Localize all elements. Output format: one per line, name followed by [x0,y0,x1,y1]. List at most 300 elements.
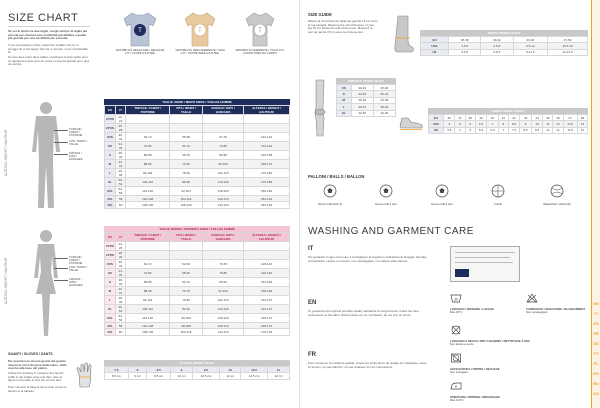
men-table-row [105,160,290,169]
socks-cell: USA [421,43,449,49]
women-value-cell [203,242,244,251]
women-col-eu: EU [105,233,116,242]
women-value-cell: 42-44 [115,287,126,296]
socks-cell: 12.5-15 [548,43,588,49]
care-text-it: Per garantire il capo nel tempo ti consigliamo di seguire le indicazioni di lavaggio riportate sull'etichetta. Lavare a rovescio, non candeggiare, non stirare sulle stampe. [308,255,427,263]
regular-fit-shirt-icon [120,10,160,48]
shoes-cell: 36 [443,115,454,121]
gloves-cm-row [105,373,290,379]
dry-clean-title: LAVAGGIO A SECCO / DRY CLEANING / NETTOYAGE À SEC [450,339,531,343]
men-value-cell: 126-134 [203,196,244,202]
men-size-cell: M [105,160,116,169]
women-value-cell: 110-118 [203,305,244,314]
women-value-cell: 164-172 [244,305,290,314]
shoes-cell: 3.5 [443,127,454,133]
men-col-chest: TORACE / CHEST / POITRINE [126,106,170,115]
intro-en: If you are between sizes, select the smaller size for a snugger fit or the larger size for a roomier, more comfortable fit. [8,43,88,55]
women-size-cell: XS [105,269,116,278]
women-value-cell: 60 [115,329,126,335]
women-value-cell: 82-92 [169,305,202,314]
size-chart-title: SIZE CHART [8,12,79,24]
kneepad-cell: XL [337,110,352,116]
women-value-cell [126,242,170,251]
socks-cell: 9.5-12 [513,43,548,49]
ball-label-2: Soccer ball 4 size [375,202,397,206]
women-col-it: IT [115,233,126,242]
women-size-cell: 3XL [105,323,116,329]
women-size-cell: M [105,287,116,296]
men-value-cell: 83-95 [203,151,244,160]
fit-slim-label: VESTIBILITÀ SEMI-ADERENTE / SLIM FIT / COUPE SEMI-AJUSTÉE [175,48,225,55]
women-size-cell: 2YRS [105,242,116,251]
men-value-cell: 184-194 [244,202,290,208]
fit-slim [174,10,226,55]
men-value-cell: 67-70 [203,133,244,142]
svg-text:T: T [258,28,262,35]
men-value-cell: 88-96 [126,160,170,169]
socks-cell: 47-50 [548,37,588,43]
women-value-cell: 102-110 [203,296,244,305]
women-value-cell: 128-140 [244,260,290,269]
shoes-cell: 7.5 [508,127,519,133]
men-table-header [105,106,290,115]
women-value-cell [126,251,170,260]
lang-tab-de[interactable]: DE [593,342,599,346]
women-value-cell: 106-116 [169,329,202,335]
shoes-cell: USA [429,121,444,127]
men-hips-label: FIANCHI / HIPS / HANCHES [69,151,83,161]
women-value-cell [169,251,202,260]
women-value-cell: 24-26 [115,242,126,251]
ball-item-2 [364,184,408,206]
men-value-cell: 134-142 [203,202,244,208]
men-table-row [105,187,290,196]
socks-cell: 43-46 [513,37,548,43]
svg-text:T: T [138,28,142,35]
men-value-cell: 104-112 [126,178,170,187]
men-table-row [105,178,290,187]
women-table-row [105,296,290,305]
women-table-row [105,287,290,296]
women-table-body [105,242,290,336]
shoes-cell: 6.5 [487,127,498,133]
tight-fit-shirt-icon [240,10,280,48]
women-value-cell: 94-102 [203,287,244,296]
sock-icon [392,14,416,54]
women-value-cell: 88-96 [126,287,170,296]
hand-icon [74,362,96,388]
lang-tab-es[interactable]: ES [593,322,599,326]
women-col-waist: VITA / WAIST / TAILLE [169,233,202,242]
shoes-cell: 4 [443,121,454,127]
men-value-cell: 182-192 [244,196,290,202]
men-col-hips: FIANCHI / HIPS / HANCHES [203,106,244,115]
shoes-cell: 11.5 [563,127,577,133]
kneepad-cell: 36-39 [351,97,373,103]
women-value-cell: 30-32 [115,260,126,269]
shoes-cell: 6.5 [475,121,486,127]
men-table-row [105,133,290,142]
men-value-cell: 34-36 [115,142,126,151]
men-col-eu: EU [105,106,116,115]
men-value-cell: 108-120 [169,202,202,208]
socks-cell: 6.5-9 [481,43,513,49]
iron-icon [450,381,462,391]
women-value-cell: 128-136 [126,329,170,335]
ball-label-3: Soccer ball 3 size [431,202,453,206]
men-value-cell: 62-72 [169,142,202,151]
gloves-text-fr: Pour mesurer la largeur de la main suivez le dessin et la tableau. [8,385,67,393]
socks-cell: 35-38 [449,37,481,43]
women-table-row [105,329,290,335]
men-size-cell: 2YRS [105,124,116,133]
shoes-cell: 46 [553,115,563,121]
shoes-cell: 37 [455,115,465,121]
men-value-cell: 134-146 [244,142,290,151]
shoes-cell: 13 [577,121,587,127]
kneepad-cell: 38-42 [373,104,395,110]
women-size-table [104,232,290,336]
shoes-table-body [429,115,588,134]
fit-shirts [112,10,292,76]
care-text-fr: Pour conserver la meilleure qualité, suivez les instructions de lavage sur l'étiquette. Laver à l'envers, ne pas blanchir, ne pas repasser sur les impressions. [308,361,427,369]
men-table-row [105,169,290,178]
women-value-cell: 72-80 [126,269,170,278]
glove-size-cell: 8 [128,367,147,373]
glove-cm-cell: 8.5 cm [105,373,129,379]
women-size-cell: L [105,296,116,305]
men-waist-label: VITA / WAIST / TAILLE [69,139,88,146]
no-tumble-dry-icon [450,353,462,363]
lang-tab-fr[interactable]: FR [593,332,599,336]
men-size-cell: XL [105,178,116,187]
man-silhouette-icon [26,100,66,210]
lang-tab-pl[interactable]: PL [593,362,599,366]
shoes-cell: 43 [520,115,531,121]
shoes-cell: EU [429,115,444,121]
socks-table-row [421,49,588,55]
dry-clean-sub: Non lavare a secco [450,342,474,346]
glove-cm-cell: 9.5 cm [147,373,171,379]
gloves-text-en: Follow the drawing to measure the hand's width in the widest area and then refer to figure in the table to find the correct size. [8,371,64,383]
lang-tab-en[interactable]: EN [593,302,599,306]
svg-text:30: 30 [454,297,458,302]
shoes-cell: 5 [455,121,465,127]
soccer-ball-icon [323,184,337,198]
glove-size-cell: 11 [267,367,289,373]
men-value-cell: 146-158 [244,151,290,160]
men-value-cell: 158-170 [244,160,290,169]
socks-cell: 12-14.5 [548,49,588,55]
women-value-cell: 78-86 [203,269,244,278]
men-value-cell: 176-186 [244,178,290,187]
no-dry-clean-icon [450,325,462,335]
socks-cell: 3-5.5 [449,49,481,55]
men-size-cell: XXL [105,187,116,196]
shoes-cell: 6 [465,121,475,127]
glove-size-cell: 10 [219,367,241,373]
women-table-title-text: TAGLIE DONNA / WOMEN'S SIZES / TAILLES FEMME [159,227,235,231]
men-size-cell: S [105,151,116,160]
soccer-ball-4-icon [379,184,393,198]
care-symbol-wash [450,290,520,314]
wash-tub-icon [450,293,462,303]
shoes-cell: 11 [553,127,563,133]
balls-title: PALLONI / BALLS / BALLON [308,174,365,179]
socks-table [420,36,588,56]
women-size-cell: XXS [105,260,116,269]
glove-cm-cell: 11 cm [219,373,241,379]
gloves-table-title: GLOVES SIZING CHART [104,360,290,366]
kneepad-table-body [337,85,396,117]
men-value-cell: 92-104 [169,187,202,196]
women-value-cell: 76-84 [169,296,202,305]
shoes-table [428,114,588,134]
shoes-cell: 5.5 [475,127,486,133]
women-value-cell: 162-170 [244,296,290,305]
care-text-en: To guarantee the highest possible quality standards for all garments, follow the care instructions on the label. Wash inside out, do not bleach, do not iron on prints. [308,309,419,317]
lang-tab-cn[interactable]: CN [593,392,599,396]
women-value-cell: 54-56 [115,314,126,323]
shoes-cell: 8.5 [520,127,531,133]
women-value-cell: 28-30 [115,251,126,260]
women-col-chest: TORACE / CHEST / POITRINE [126,233,170,242]
ironing-title: STIRATURA / IRONING / REPASSAGE [450,395,500,399]
men-value-cell: 110-118 [203,178,244,187]
lang-tab-ro[interactable]: RO [593,372,599,376]
fit-tight-label: VESTIBILITÀ ADERENTE / TIGHT FIT / COUPE PRÈS DU CORPS [235,48,285,55]
kneepad-cell: 30-34 [373,91,395,97]
men-chest-label: TORACE / CHEST / POITRINE [69,127,83,137]
men-value-cell: 170-182 [244,169,290,178]
shoes-cell: 4 [455,127,465,133]
lang-tab-it[interactable]: IT [594,312,598,316]
shoes-cell: 48 [577,115,587,121]
men-value-cell: 54-56 [115,187,126,196]
care-symbol-bleach [526,290,592,314]
intro-fr: Si vous êtes entre deux tailles, choisissez la plus petite pour un ajustement plus près du corps ou la plus grande pour plus de confort. [8,55,90,67]
men-value-cell: 22-24 [115,115,126,124]
men-table-row [105,151,290,160]
women-value-cell [244,242,290,251]
men-value-cell: 86-96 [169,178,202,187]
leg-icon [308,78,332,138]
men-value-cell [203,124,244,133]
soccer-ball-3-icon [435,184,449,198]
shoes-cell: 10 [543,127,553,133]
women-value-cell: 120-128 [126,323,170,329]
men-table-row [105,142,290,151]
gloves-table [104,366,290,380]
ball-label-4: Futsal [494,202,502,206]
men-value-cell: 72-80 [126,142,170,151]
men-size-cell: XS [105,142,116,151]
women-value-cell: 126-134 [203,323,244,329]
women-value-cell: 134-142 [203,329,244,335]
kneepad-cell: 34-38 [373,97,395,103]
kneepad-cell: 42-46 [373,110,395,116]
women-value-cell: 170-178 [244,329,290,335]
men-value-cell: 70-83 [203,142,244,151]
care-title: WASHING AND GARMENT CARE [308,226,474,237]
women-table-row [105,260,290,269]
kneepad-cell: 30-33 [351,85,373,91]
slim-fit-shirt-icon [180,10,220,48]
men-value-cell [126,124,170,133]
glove-cm-cell: 10.5 cm [192,373,219,379]
lang-fr-heading: FR [308,352,316,358]
socks-cell: 6-8.5 [481,49,513,55]
men-value-cell: 46-48 [115,169,126,178]
women-height-label: ALTEZZA / HEIGHT / HAUTEUR [4,258,8,305]
shoes-table-title: SHOES SIZING CHART [428,108,588,114]
ironing-sub: Max 110°C [450,398,464,402]
shoe-icon [398,112,424,132]
svg-text:T: T [198,28,202,35]
glove-cm-cell: 12 cm [267,373,289,379]
men-value-cell: 112-120 [126,187,170,196]
glove-size-cell: 10.5 [241,367,267,373]
men-size-cell: 3XL [105,196,116,202]
shoes-cell: 9.5 [531,127,542,133]
right-page [300,0,600,408]
women-value-cell: 70-78 [169,287,202,296]
shoes-cell: 12 [577,127,587,133]
men-size-cell: 2YRS [105,115,116,124]
bleach-title: CANDEGGIO / BLEACHING / BLANCHIMENT [526,307,586,311]
kneepad-cell: XS [337,85,352,91]
lang-tab-ru[interactable]: RU [593,382,599,386]
glove-size-cell: 9.5 [192,367,219,373]
shoes-table-row [429,127,588,133]
women-value-cell [244,251,290,260]
women-size-cell: S [105,278,116,287]
women-value-cell: 112-120 [126,314,170,323]
men-value-cell: 58 [115,196,126,202]
ball-label-1: Soccer ball (Size 5) [317,202,343,206]
fit-tight [234,10,286,55]
kneepad-cell: 25-30 [373,85,395,91]
shoes-cell: 42 [508,115,519,121]
men-value-cell [169,124,202,133]
women-value-cell: 104-112 [126,305,170,314]
men-value-cell: 55-68 [169,133,202,142]
women-value-cell: 38-40 [115,278,126,287]
men-value-cell [169,115,202,124]
kneepad-table-row [337,110,396,116]
care-label-image [450,246,520,282]
glove-cm-cell: 11.5 cm [241,373,267,379]
women-value-cell [203,251,244,260]
kneepad-cell: 39-42 [351,104,373,110]
men-value-cell [203,115,244,124]
men-table-row [105,115,290,124]
ball-item-5 [532,184,582,206]
women-table-header [105,233,290,242]
no-bleach-icon [526,293,538,303]
shoes-cell: 10 [531,121,542,127]
men-value-cell [244,115,290,124]
men-table-title-text: TAGLIE UOMO / MEN'S SIZES / TAILLES HOMME [162,100,232,104]
men-value-cell: 60 [115,202,126,208]
drying-sub: Non asciugare [450,370,469,374]
men-value-cell: 96-104 [126,169,170,178]
men-value-cell: 118-126 [203,187,244,196]
women-value-cell: 152-160 [244,278,290,287]
kneepad-cell: M [337,97,352,103]
socks-table-title: SOCKS SIZING CHART [420,30,588,36]
men-table-row [105,202,290,208]
shoes-cell: 8 [498,121,508,127]
kneepad-cell: S [337,91,352,97]
shoes-cell: 8.5 [508,121,519,127]
men-value-cell [126,115,170,124]
men-size-cell: XXS [105,133,116,142]
men-size-cell: 4XL [105,202,116,208]
ball-item-4 [476,184,520,206]
men-table-row [105,124,290,133]
women-value-cell: 58-66 [169,269,202,278]
men-value-cell: 68-76 [169,151,202,160]
women-value-cell: 58 [115,323,126,329]
wash-sub: Max 30°C [450,310,463,314]
women-value-cell [169,242,202,251]
men-value-cell: 80-88 [126,151,170,160]
socks-table-body [421,37,588,56]
women-table-row [105,278,290,287]
men-value-cell: 64-72 [126,133,170,142]
care-symbol-dry-clean [450,322,590,346]
men-value-cell: 100-112 [169,196,202,202]
lang-tab-pt[interactable]: PT [593,352,599,356]
shoes-cell: UK [429,127,444,133]
women-size-cell: 2XL [105,314,116,323]
women-value-cell: 50-52 [115,305,126,314]
fit-regular-label: VESTIBILITÀ REGOLARE / REGULAR FIT / COUPE AJUSTÉE [115,48,165,55]
lang-en-heading: EN [308,300,317,306]
men-value-cell: 30-32 [115,133,126,142]
basketball-icon [550,184,564,198]
men-value-cell: 95-102 [203,160,244,169]
glove-cm-cell: 10 cm [171,373,193,379]
shoes-cell: 5 [465,127,475,133]
ball-item-3 [420,184,464,206]
socks-cell: UK [421,49,449,55]
care-symbol-ironing [450,378,590,402]
women-value-cell: 52-60 [169,260,202,269]
drying-title: ASCIUGATURA / DRYING / SÉCHAGE [450,367,500,371]
socks-cell: 3.5-6 [449,43,481,49]
men-value-cell: 78-90 [169,169,202,178]
women-hips-label: FIANCHI / HIPS / HANCHES [69,277,83,287]
shoes-cell: 12.5 [563,121,577,127]
women-value-cell: 158-166 [244,287,290,296]
men-col-waist: VITA / WAIST / TAILLE [169,106,202,115]
men-value-cell: 128-136 [126,202,170,208]
title-rule [8,26,90,27]
glove-size-cell: 9 [171,367,193,373]
women-value-cell: 64-72 [169,278,202,287]
intro-it: Se sei al limite tra due taglie, scegli sempre la taglia più piccola per ottenere una vestibilità più attillata e quella più grande per una vestibilità più comoda. [8,29,88,41]
women-value-cell: 118-126 [203,314,244,323]
men-value-cell: 26-28 [115,124,126,133]
women-size-cell: 2YRS [105,251,116,260]
women-value-cell: 70-78 [203,260,244,269]
women-value-cell: 80-88 [126,278,170,287]
ball-item-1 [308,184,352,206]
women-size-cell: 4XL [105,329,116,335]
women-chest-label: TORACE / CHEST / POITRINE [69,255,83,265]
